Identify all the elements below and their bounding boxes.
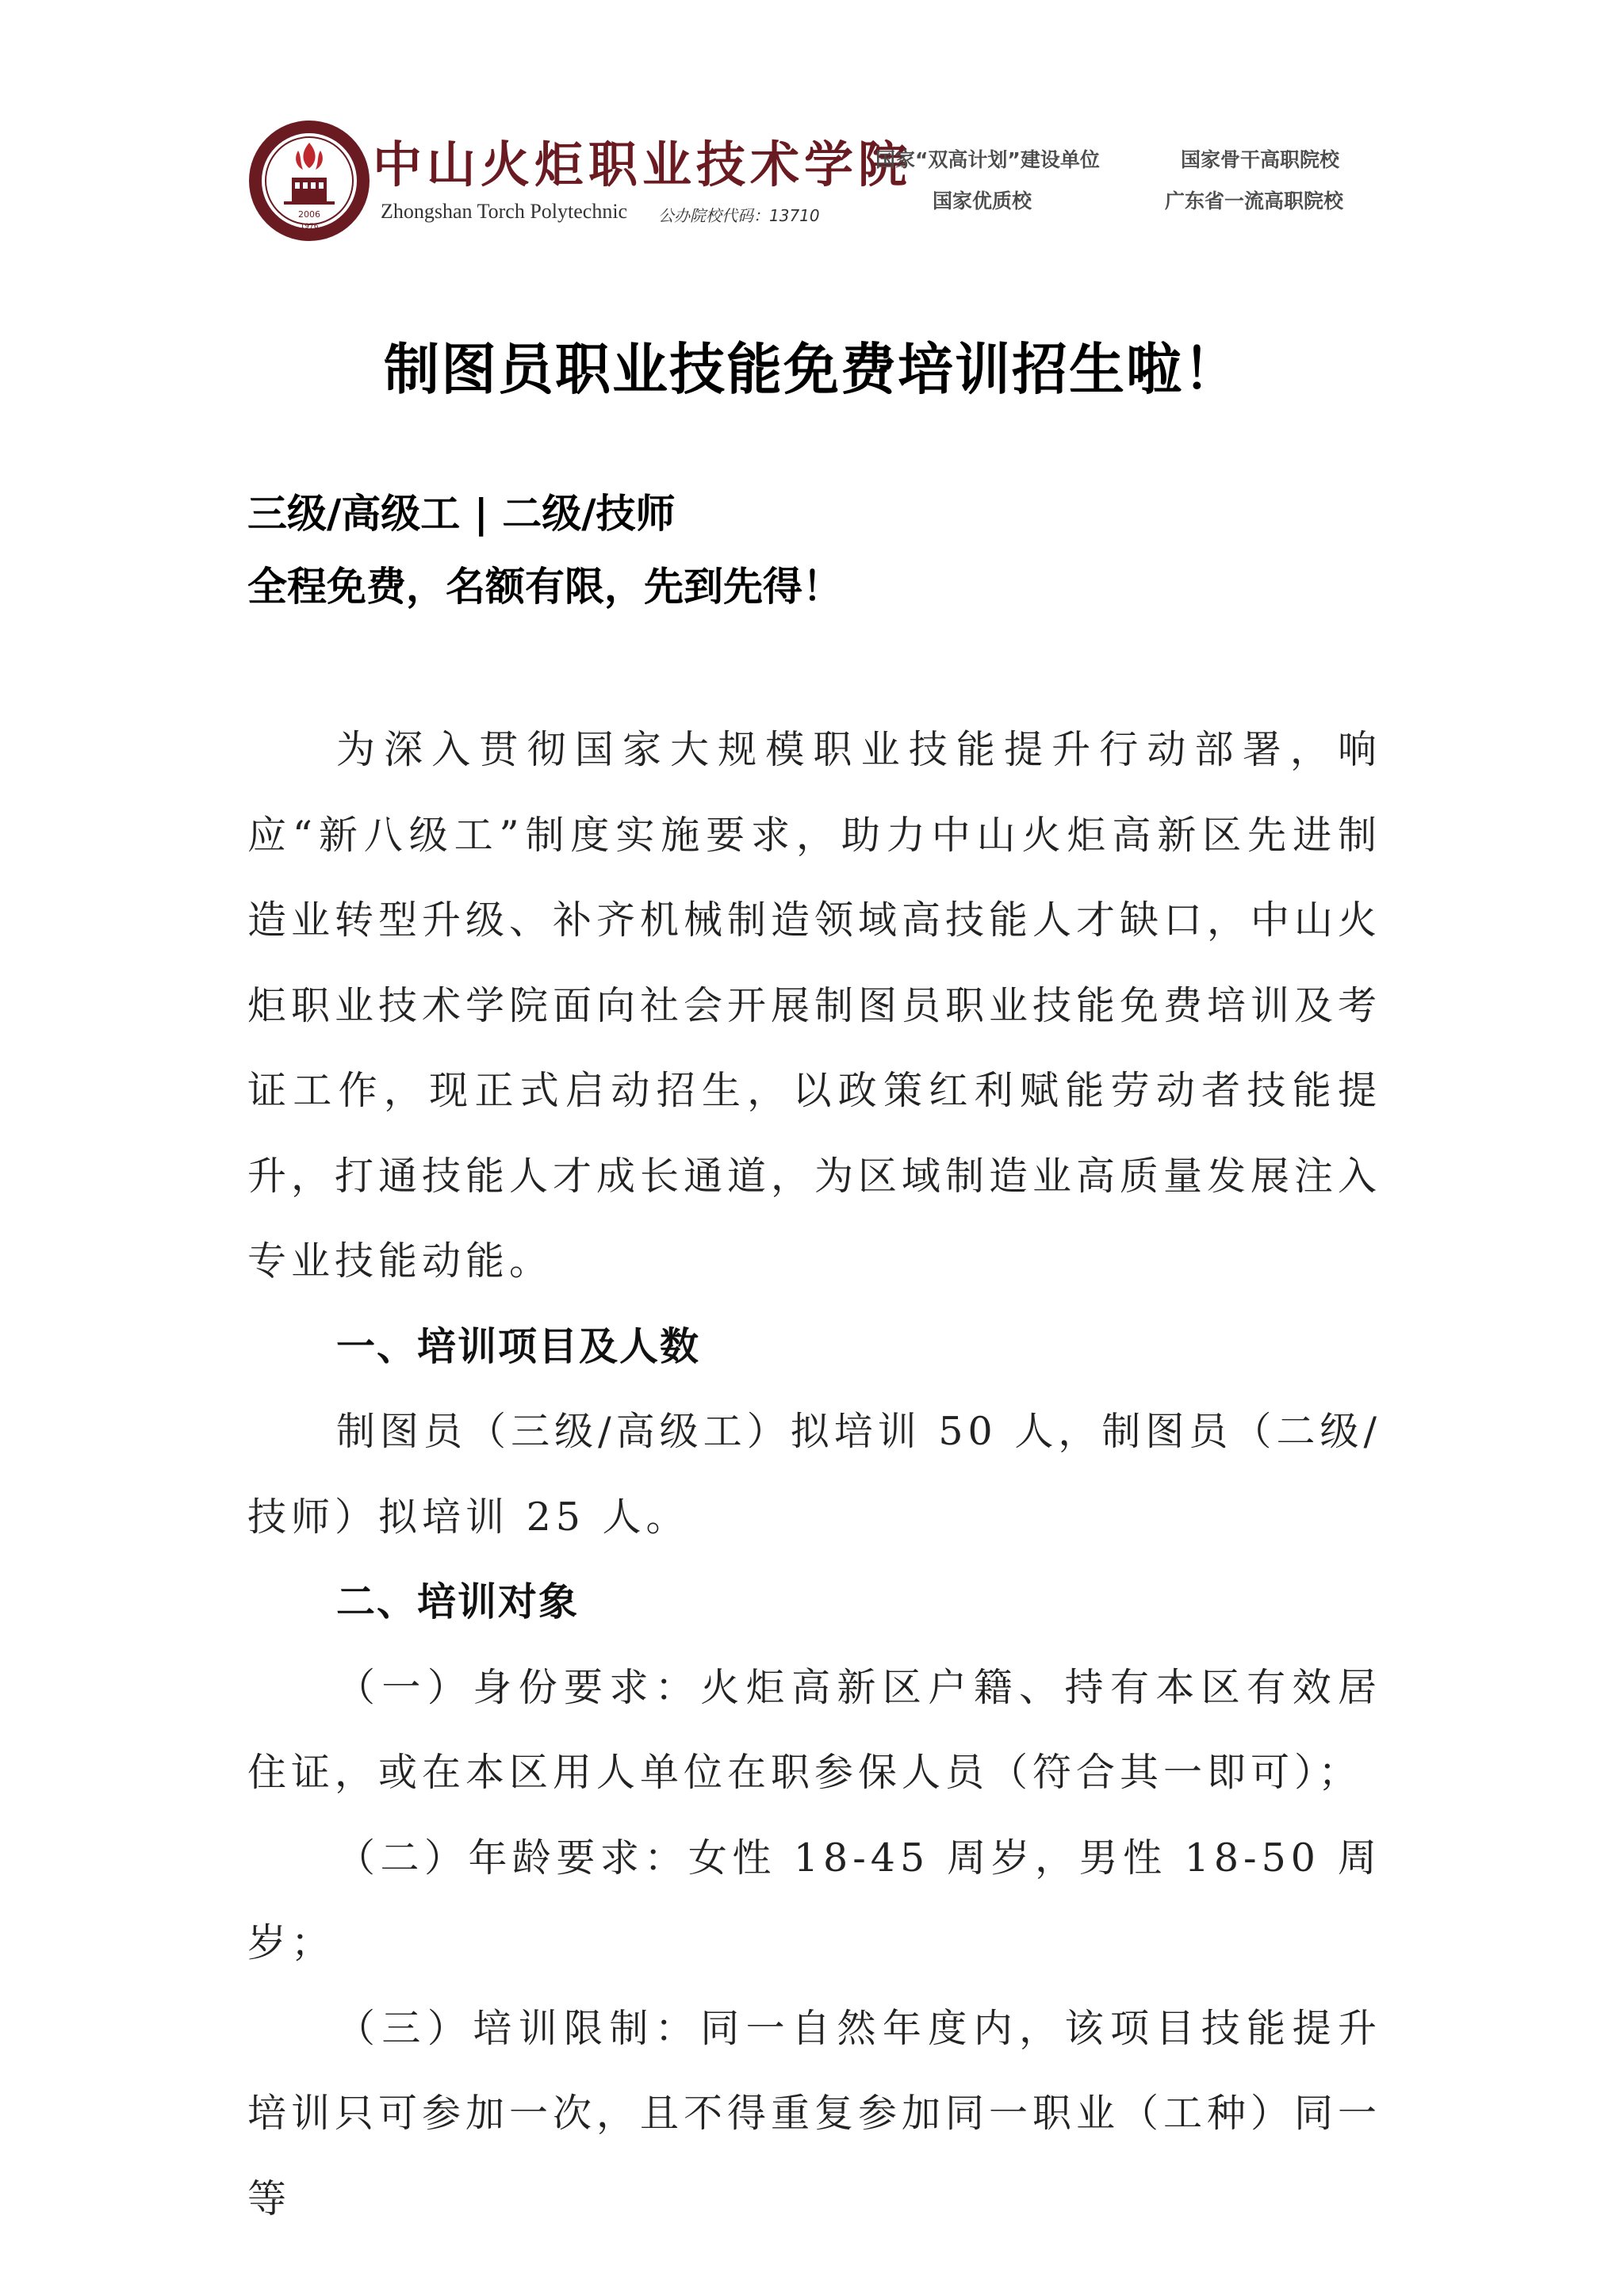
school-code: 公办院校代码：13710	[658, 206, 820, 225]
section-paragraph: （二）年龄要求：女性 18-45 周岁，男性 18-50 周岁；	[247, 1835, 1381, 1965]
school-emblem-icon	[247, 119, 371, 243]
honor-item: 国家骨干高职院校	[1181, 148, 1340, 171]
honor-item: 广东省一流高职院校	[1165, 189, 1344, 212]
letterhead	[247, 119, 1397, 254]
document-body	[247, 707, 1381, 2241]
emblem-year-right: 1976	[300, 223, 319, 231]
honor-item: 国家优质校	[933, 189, 1032, 212]
school-name-chinese: 中山火炬职业技术学院	[373, 136, 913, 193]
document-title: 制图员职业技能免费培训招生啦！	[384, 336, 1240, 402]
subtitle-levels: 三级/高级工 | 二级/技师	[247, 490, 676, 537]
section-heading-targets: 二、培训对象	[336, 1579, 580, 1624]
section-paragraph: 制图员（三级/高级工）拟培训 50 人，制图员（二级/技师）拟培训 25 人。	[247, 1409, 1381, 1540]
section-paragraph: （三）培训限制：同一自然年度内，该项目技能提升培训只可参加一次，且不得重复参加同一职业（工种）同一等	[247, 2005, 1382, 2221]
honor-item: 国家“双高计划”建设单位	[875, 148, 1100, 171]
section-paragraph: （一）身份要求：火炬高新区户籍、持有本区有效居住证，或在本区用人单位在职参保人员（符合其一即可）；	[247, 1664, 1381, 1795]
section-heading-projects: 一、培训项目及人数	[336, 1323, 701, 1369]
intro-paragraph: 为深入贯彻国家大规模职业技能提升行动部署，响应“新八级工”制度实施要求，助力中山火炬高新区先进制造业转型升级、补齐机械制造领域高技能人才缺口，中山火炬职业技术学院面向社会开展制图员职业技能免费培训及考证工作，现正式启动招生，以政策红利赋能劳动者技能提升，打通技能人才成长通道，为区域制造业高质量发展注入专业技能动能。	[247, 727, 1382, 1284]
emblem-year-left: 2006	[298, 209, 320, 220]
school-name-english: Zhongshan Torch Polytechnic	[381, 200, 628, 223]
subtitle-free-notice: 全程免费，名额有限，先到先得！	[247, 563, 842, 610]
